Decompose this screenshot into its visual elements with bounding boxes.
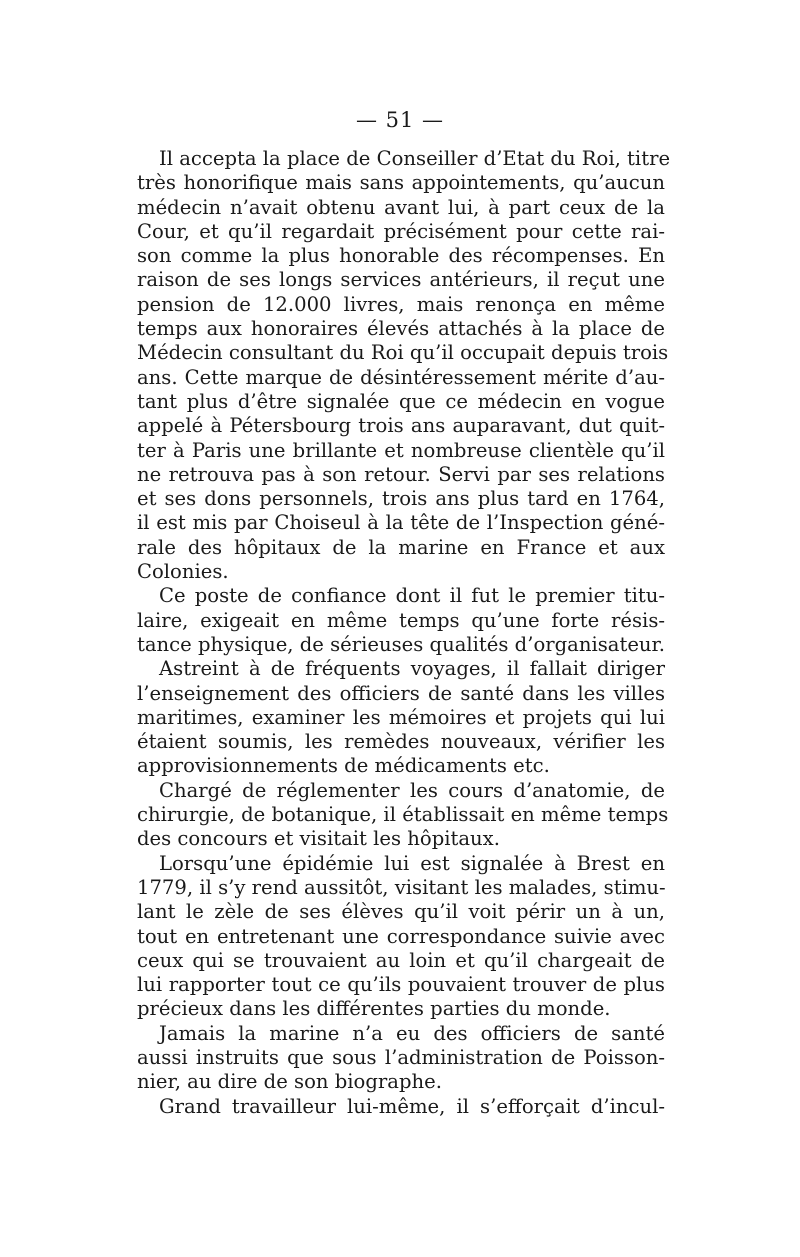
text-line: Lorsqu’une épidémie lui est signalée à Brest en — [159, 851, 665, 875]
text-line: et ses dons personnels, trois ans plus tard en 1764, — [137, 487, 665, 511]
paragraph-charge-reglementer — [137, 778, 669, 852]
text-line: étaient soumis, les remèdes nouveaux, vérifier les — [137, 730, 665, 754]
text-line: Cour, et qu’il regardait précisément pour cette rai- — [137, 219, 665, 243]
text-line: temps aux honoraires élevés attachés à la place de — [137, 317, 665, 341]
page-number: — 51 — — [355, 108, 445, 132]
text-line: précieux dans les différentes parties du monde. — [137, 997, 611, 1021]
text-line: l’enseignement des officiers de santé dans les villes — [137, 681, 665, 705]
text-line: très honorifique mais sans appointements, qu’aucun — [137, 171, 665, 195]
text-line: médecin n’avait obtenu avant lui, à part ceux de la — [137, 195, 665, 219]
text-line: Ce poste de confiance dont il fut le premier titu- — [159, 584, 665, 608]
paragraph-epidemie-brest — [137, 852, 665, 1022]
text-line: Il accepta la place de Conseiller d’Etat du Roi, titre — [159, 147, 671, 170]
text-line: ans. Cette marque de désintéressement mérite d’au- — [137, 365, 665, 389]
body-text — [137, 147, 671, 1119]
text-line: Chargé de réglementer les cours d’anatomie, de — [159, 778, 665, 802]
text-line: Médecin consultant du Roi qu’il occupait depuis trois — [137, 341, 669, 365]
text-line: Colonies. — [137, 560, 229, 584]
text-line: ceux qui se trouvaient au loin et qu’il chargeait de — [137, 948, 665, 972]
text-line: maritimes, examiner les mémoires et projets qui lui — [137, 705, 665, 729]
paragraph-poste-confiance — [137, 584, 665, 657]
text-line: tance physique, de sérieuses qualités d’organisateur. — [137, 632, 665, 656]
text-line: tout en entretenant une correspondance suivie avec — [137, 924, 665, 948]
text-line: lui rapporter tout ce qu’ils pouvaient trouver de plus — [137, 973, 665, 997]
paragraph-astreint — [137, 657, 665, 778]
text-line: des concours et visitait les hôpitaux. — [137, 827, 500, 851]
text-line: lant le zèle de ses élèves qu’il voit périr un à un, — [137, 900, 665, 924]
text-line: Jamais la marine n’a eu des officiers de santé — [159, 1021, 665, 1045]
text-line: ter à Paris une brillante et nombreuse clientèle qu’il — [137, 438, 665, 462]
paragraph-conseiller-etat — [137, 147, 671, 584]
text-line: aussi instruits que sous l’administration de Poisson- — [137, 1045, 665, 1069]
text-line: appelé à Pétersbourg trois ans auparavant, dut quit- — [137, 414, 665, 438]
text-line: laire, exigeait en même temps qu’une forte résis- — [137, 608, 665, 632]
text-line: nier, au dire de son biographe. — [137, 1070, 442, 1094]
text-line: tant plus d’être signalée que ce médecin en vogue — [137, 389, 665, 413]
text-line: approvisionnements de médicaments etc. — [137, 754, 550, 778]
text-line: raison de ses longs services antérieurs, il reçut une — [137, 268, 665, 292]
text-line: 1779, il s’y rend aussitôt, visitant les malades, stimu- — [137, 875, 666, 899]
text-line: Astreint à de fréquents voyages, il fallait diriger — [159, 657, 665, 681]
paragraph-grand-travailleur — [137, 1095, 665, 1119]
text-line: Grand travailleur lui-même, il s’efforçait d’incul- — [159, 1094, 665, 1118]
paragraph-jamais-marine — [137, 1022, 665, 1095]
text-line: ne retrouva pas à son retour. Servi par ses relations — [137, 462, 665, 486]
text-line: son comme la plus honorable des récompenses. En — [137, 244, 665, 268]
text-line: pension de 12.000 livres, mais renonça en même — [137, 292, 665, 316]
text-line: il est mis par Choiseul à la tête de l’Inspection géné- — [137, 511, 665, 535]
text-line: rale des hôpitaux de la marine en France et aux — [137, 535, 665, 559]
text-line: chirurgie, de botanique, il établissait en même temps — [137, 803, 669, 827]
